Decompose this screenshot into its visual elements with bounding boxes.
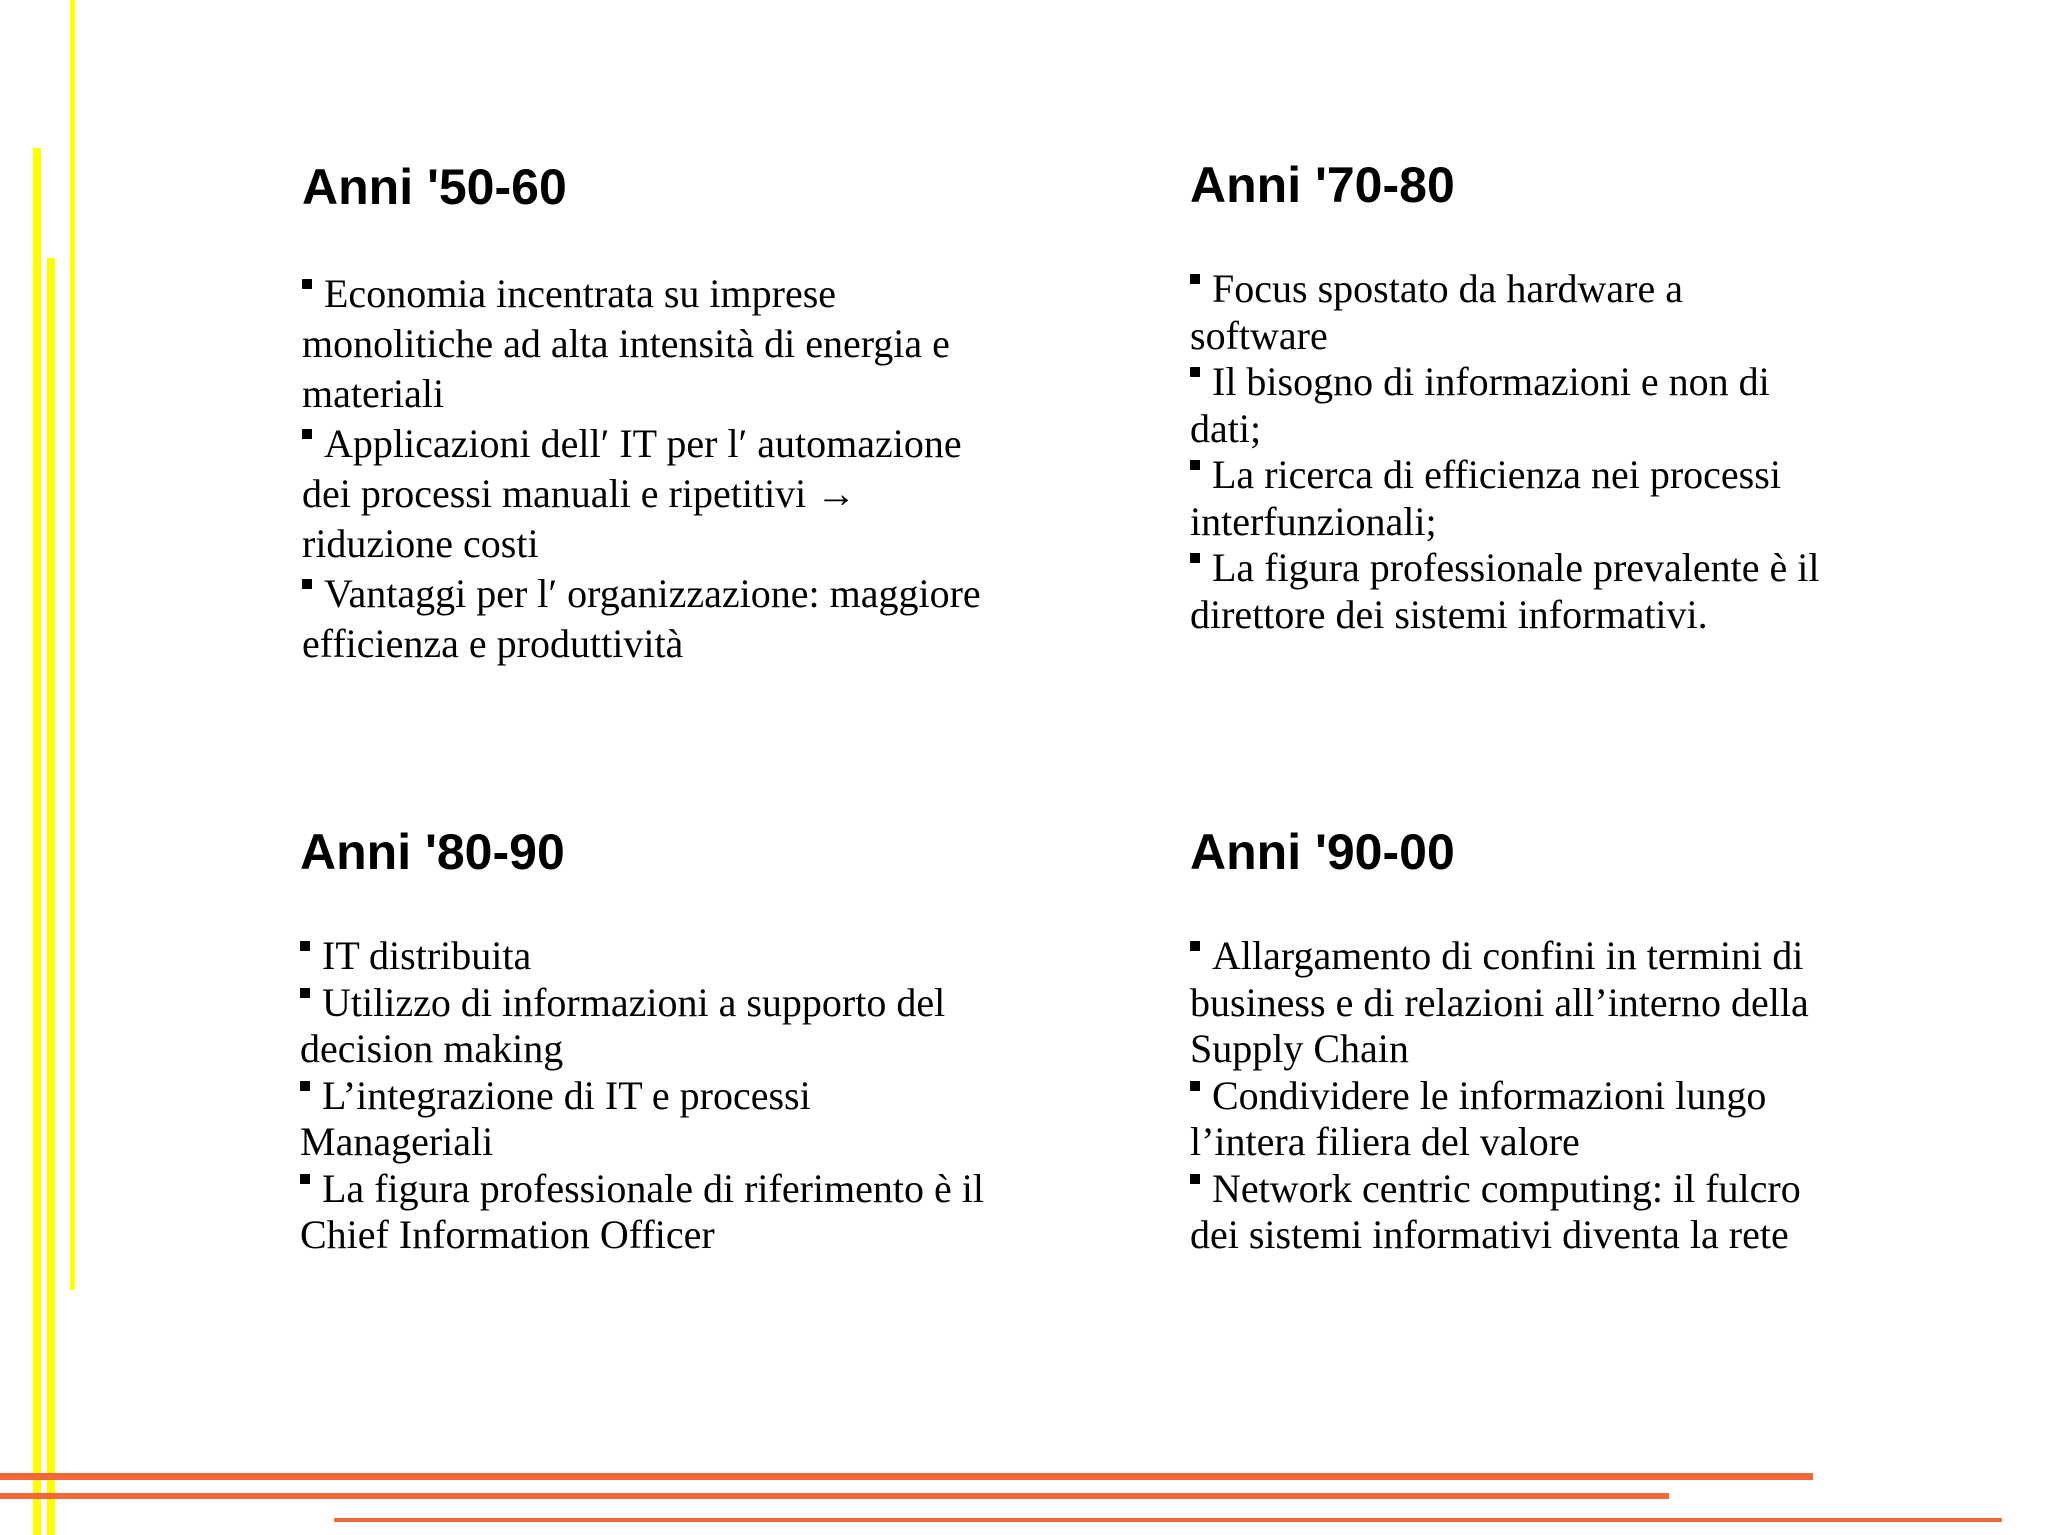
bullet-text: Applicazioni dell′ IT per l′ automazione dei processi manuali e ripetitivi → riduzione costi xyxy=(302,421,962,566)
bullet-text: La figura professionale prevalente è il direttore dei sistemi informativi. xyxy=(1190,545,1820,637)
yellow-vertical-line xyxy=(70,0,75,1290)
bullet-text: Economia incentrata su imprese monolitiche ad alta intensità di energia e materiali xyxy=(302,271,950,416)
bullet-item xyxy=(1190,452,1830,545)
bullet-text: Utilizzo di informazioni a supporto del decision making xyxy=(300,979,946,1071)
square-bullet-icon xyxy=(300,1174,310,1184)
bullet-text: Focus spostato da hardware a software xyxy=(1190,266,1683,358)
bullet-list xyxy=(302,269,1002,669)
era-heading: Anni '50-60 xyxy=(302,159,567,215)
bullet-item xyxy=(1190,545,1830,638)
bullet-text: Allargamento di confini in termini di business e di relazioni all’interno della Supply Chain xyxy=(1190,933,1809,1071)
bullet-text: L’integrazione di IT e processi Manageriali xyxy=(300,1072,811,1164)
square-bullet-icon xyxy=(300,1081,310,1091)
bullet-text: Network centric computing: il fulcro dei sistemi informativi diventa la rete xyxy=(1190,1165,1801,1257)
era-block-50-60 xyxy=(302,160,1022,669)
bullet-text: Condividere le informazioni lungo l’intera filiera del valore xyxy=(1190,1072,1767,1164)
bullet-text: Vantaggi per l′ organizzazione: maggiore efficienza e produttività xyxy=(302,571,981,666)
bullet-item xyxy=(302,569,1002,669)
square-bullet-icon xyxy=(1190,941,1200,951)
yellow-vertical-line xyxy=(33,148,41,1535)
bullet-item xyxy=(300,1073,1000,1166)
bullet-item xyxy=(300,980,1000,1073)
bullet-item xyxy=(1190,1166,1830,1259)
square-bullet-icon xyxy=(1190,1081,1200,1091)
bullet-text: Il bisogno di informazioni e non di dati; xyxy=(1190,359,1770,451)
era-heading: Anni '80-90 xyxy=(300,824,565,880)
orange-horizontal-line xyxy=(334,1518,2002,1522)
bullet-item xyxy=(1190,359,1830,452)
bullet-text: IT distribuita xyxy=(322,933,532,978)
square-bullet-icon xyxy=(300,988,310,998)
bullet-text: La ricerca di efficienza nei processi interfunzionali; xyxy=(1190,452,1781,544)
square-bullet-icon xyxy=(1190,553,1200,563)
era-block-70-80 xyxy=(1190,158,1910,638)
bullet-text: La figura professionale di riferimento è il Chief Information Officer xyxy=(300,1165,984,1257)
bullet-item xyxy=(302,419,1002,569)
square-bullet-icon xyxy=(1190,367,1200,377)
bullet-item xyxy=(1190,1073,1830,1166)
orange-horizontal-line xyxy=(0,1473,1813,1480)
square-bullet-icon xyxy=(302,579,312,589)
bullet-item xyxy=(300,1166,1000,1259)
era-heading: Anni '90-00 xyxy=(1190,824,1455,880)
orange-horizontal-line xyxy=(0,1493,1669,1499)
square-bullet-icon xyxy=(302,429,312,439)
era-heading: Anni '70-80 xyxy=(1190,157,1455,213)
yellow-vertical-line xyxy=(47,258,55,1535)
bullet-list xyxy=(1190,933,1830,1259)
square-bullet-icon xyxy=(302,279,312,289)
bullet-item xyxy=(302,269,1002,419)
square-bullet-icon xyxy=(1190,460,1200,470)
square-bullet-icon xyxy=(1190,1174,1200,1184)
square-bullet-icon xyxy=(1190,274,1200,284)
era-block-90-00 xyxy=(1190,825,1910,1259)
era-block-80-90 xyxy=(300,825,1020,1259)
bullet-list xyxy=(300,933,1000,1259)
square-bullet-icon xyxy=(300,941,310,951)
bullet-item xyxy=(1190,266,1830,359)
bullet-item xyxy=(300,933,1000,980)
bullet-item xyxy=(1190,933,1830,1073)
bullet-list xyxy=(1190,266,1830,638)
